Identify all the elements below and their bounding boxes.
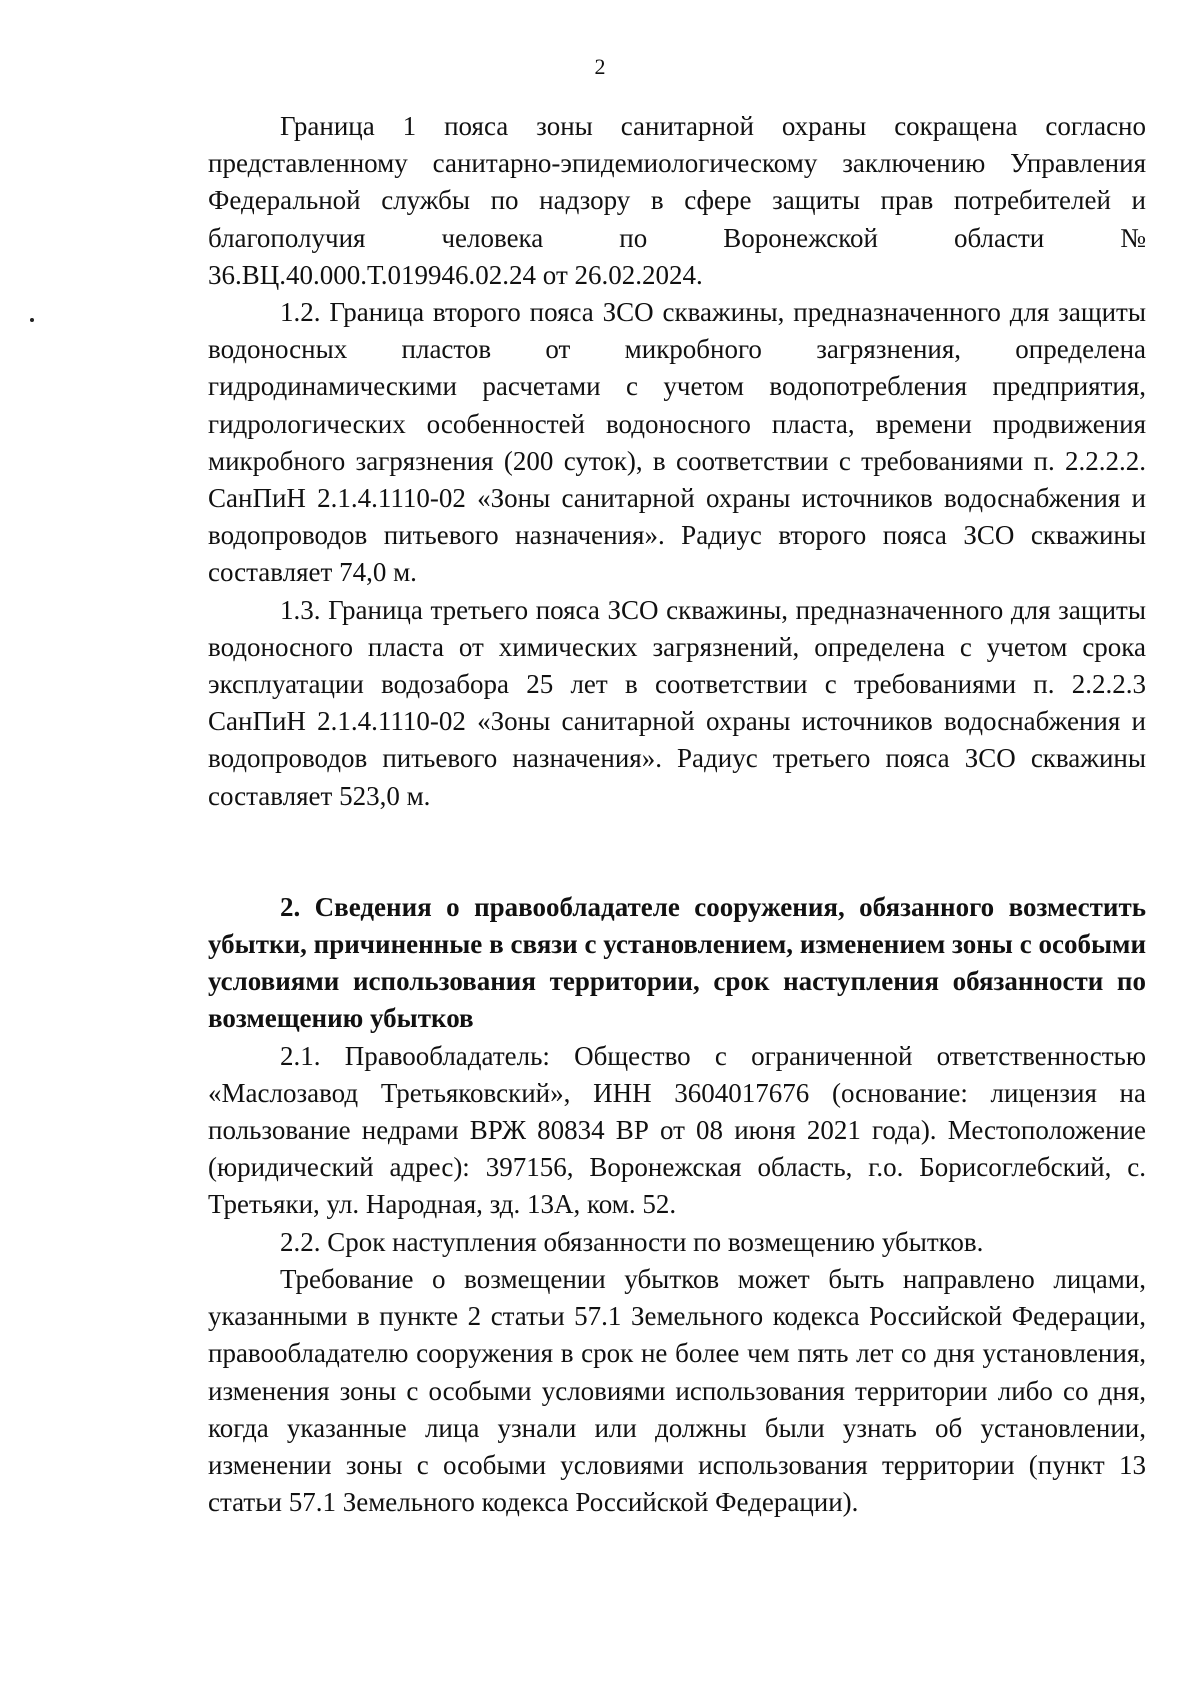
paragraph-1-2: 1.2. Граница второго пояса ЗСО скважины, предназначенного для защиты водоносных пластов от микробного загрязнения, определена гидродинамическими расчетами с учетом водопотребления предприятия, гидрологических особенностей водоносного пласта, времени продвижения микробного загрязнения (200 суток), в соответствии с требованиями п. 2.2.2.2. СанПиН 2.1.4.1110-02 «Зоны санитарной охраны источников водоснабжения и водопроводов питьевого назначения». Радиус второго пояса ЗСО скважины составляет 74,0 м. [208, 297, 1146, 588]
page-number: 2 [594, 54, 606, 79]
section-2-heading: 2. Сведения о правообладателе сооружения, обязанного возместить убытки, причиненные в связи с установлением, изменением зоны с особыми условиями использования территории, срок наступления обязанности по возмещению убытков [208, 891, 1146, 1034]
paragraph-2-2: 2.2. Срок наступления обязанности по возмещению убытков. [280, 1226, 984, 1257]
document-body [208, 108, 1146, 1521]
paragraph-zone1-boundary: Граница 1 пояса зоны санитарной охраны сокращена согласно представленному санитарно-эпидемиологическому заключению Управления Федеральной службы по надзору в сфере защиты прав потребителей и благополучия человека по Воронежской области № [208, 111, 1146, 253]
paragraph-damages-claim: Требование о возмещении убытков может быть направлено лицами, указанными в пункте 2 статьи 57.1 Земельного кодекса Российской Федерации, правообладателю сооружения в срок не более чем пять лет со дня установления, изменения зоны с особыми условиями использования территории либо со дня, когда указанные лица узнали или должны были узнать об установлении, изменении зоны с особыми условиями использования территории (пункт 13 статьи 57.1 Земельного кодекса Российской Федерации). [208, 1263, 1146, 1518]
paragraph-1-3: 1.3. Граница третьего пояса ЗСО скважины, предназначенного для защиты водоносного пласта от химических загрязнений, определена с учетом срока эксплуатации водозабора 25 лет в соответствии с требованиями п. 2.2.2.3 СанПиН 2.1.4.1110-02 «Зоны санитарной охраны источников водоснабжения и водопроводов питьевого назначения». Радиус третьего пояса ЗСО скважины составляет 523,0 м. [208, 594, 1146, 811]
paragraph-conclusion-number: 36.ВЦ.40.000.Т.019946.02.24 от 26.02.2024. [208, 259, 703, 290]
stray-mark [30, 318, 34, 322]
paragraph-2-1: 2.1. Правообладатель: Общество с ограниченной ответственностью «Маслозавод Третьяковский», ИНН 3604017676 (основание: лицензия на пользование недрами ВРЖ 80834 ВР от 08 июня 2021 года). Местоположение (юридический адрес): 397156, Воронежская область, г.о. Борисоглебский, с. Третьяки, ул. Народная, зд. 13А, ком. 52. [208, 1040, 1146, 1220]
